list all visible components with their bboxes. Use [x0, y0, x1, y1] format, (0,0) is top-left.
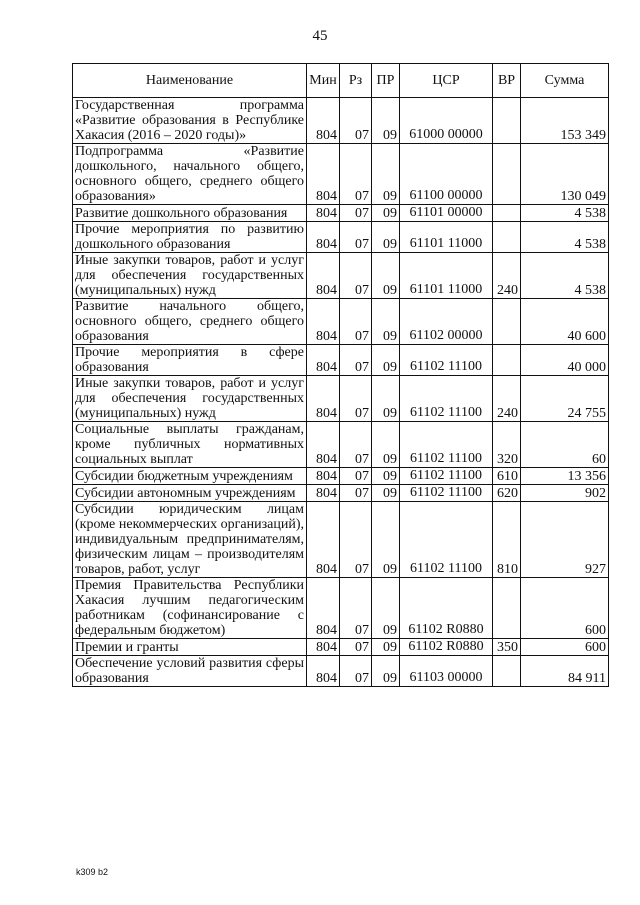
header-vr: ВР [493, 64, 521, 98]
cell-vr [493, 205, 521, 222]
cell-pr: 09 [372, 376, 400, 422]
table-row [73, 144, 609, 205]
table-row [73, 253, 609, 299]
cell-name: Развитие начального общего, основного общего, среднего общего образования [73, 299, 307, 345]
cell-csr: 61102 11100 [400, 376, 493, 422]
cell-min: 804 [307, 485, 340, 502]
cell-vr [493, 578, 521, 639]
cell-sum: 4 538 [521, 205, 609, 222]
page-number: 45 [312, 28, 328, 44]
table-row [73, 422, 609, 468]
cell-min: 804 [307, 299, 340, 345]
cell-name: Социальные выплаты гражданам, кроме публичных нормативных социальных выплат [73, 422, 307, 468]
cell-rz: 07 [340, 299, 372, 345]
cell-sum: 4 538 [521, 253, 609, 299]
cell-min: 804 [307, 578, 340, 639]
table-row [73, 299, 609, 345]
cell-vr [493, 222, 521, 253]
cell-min: 804 [307, 376, 340, 422]
cell-sum: 153 349 [521, 98, 609, 144]
cell-name: Иные закупки товаров, работ и услуг для обеспечения государственных (муниципальных) нужд [73, 253, 307, 299]
table-header-row [73, 64, 609, 98]
cell-csr: 61102 00000 [400, 299, 493, 345]
cell-name: Субсидии автономным учреждениям [73, 485, 307, 502]
cell-csr: 61102 R0880 [400, 639, 493, 656]
header-csr: ЦСР [400, 64, 493, 98]
cell-rz: 07 [340, 222, 372, 253]
cell-min: 804 [307, 468, 340, 485]
cell-csr: 61102 11100 [400, 485, 493, 502]
table-row [73, 222, 609, 253]
cell-name: Премии и гранты [73, 639, 307, 656]
header-name: Наименование [73, 64, 307, 98]
cell-min: 804 [307, 656, 340, 687]
header-pr: ПР [372, 64, 400, 98]
cell-name: Субсидии бюджетным учреждениям [73, 468, 307, 485]
header-rz: Рз [340, 64, 372, 98]
cell-name: Премия Правительства Республики Хакасия лучшим педагогическим работникам (софинансирование с федеральным бюджетом) [73, 578, 307, 639]
cell-rz: 07 [340, 376, 372, 422]
cell-vr [493, 345, 521, 376]
cell-csr: 61101 00000 [400, 205, 493, 222]
cell-pr: 09 [372, 205, 400, 222]
cell-rz: 07 [340, 502, 372, 578]
table-row [73, 656, 609, 687]
cell-pr: 09 [372, 485, 400, 502]
cell-pr: 09 [372, 422, 400, 468]
cell-min: 804 [307, 639, 340, 656]
header-sum: Сумма [521, 64, 609, 98]
cell-csr: 61103 00000 [400, 656, 493, 687]
cell-vr: 610 [493, 468, 521, 485]
cell-sum: 600 [521, 578, 609, 639]
header-min: Мин [307, 64, 340, 98]
cell-csr: 61100 00000 [400, 144, 493, 205]
cell-min: 804 [307, 422, 340, 468]
cell-name: Государственная программа «Развитие образования в Республике Хакасия (2016 – 2020 годы)» [73, 98, 307, 144]
footer-code: k309 b2 [76, 867, 109, 877]
cell-min: 804 [307, 205, 340, 222]
cell-csr: 61101 11000 [400, 222, 493, 253]
cell-csr: 61000 00000 [400, 98, 493, 144]
cell-csr: 61102 11100 [400, 422, 493, 468]
cell-min: 804 [307, 98, 340, 144]
table-row [73, 639, 609, 656]
cell-csr: 61102 11100 [400, 468, 493, 485]
cell-name: Обеспечение условий развития сферы образования [73, 656, 307, 687]
cell-vr [493, 144, 521, 205]
cell-sum: 84 911 [521, 656, 609, 687]
cell-vr: 240 [493, 253, 521, 299]
table-row [73, 376, 609, 422]
cell-name: Развитие дошкольного образования [73, 205, 307, 222]
table-row [73, 345, 609, 376]
cell-sum: 24 755 [521, 376, 609, 422]
cell-rz: 07 [340, 578, 372, 639]
cell-sum: 40 600 [521, 299, 609, 345]
cell-rz: 07 [340, 639, 372, 656]
cell-rz: 07 [340, 485, 372, 502]
cell-name: Прочие мероприятия по развитию дошкольного образования [73, 222, 307, 253]
cell-csr: 61102 11100 [400, 502, 493, 578]
cell-sum: 13 356 [521, 468, 609, 485]
cell-min: 804 [307, 502, 340, 578]
cell-pr: 09 [372, 253, 400, 299]
cell-sum: 902 [521, 485, 609, 502]
cell-pr: 09 [372, 468, 400, 485]
cell-pr: 09 [372, 345, 400, 376]
cell-vr [493, 299, 521, 345]
cell-vr: 320 [493, 422, 521, 468]
cell-pr: 09 [372, 144, 400, 205]
table-row [73, 502, 609, 578]
cell-pr: 09 [372, 299, 400, 345]
cell-min: 804 [307, 345, 340, 376]
table-row [73, 205, 609, 222]
cell-pr: 09 [372, 578, 400, 639]
cell-sum: 40 000 [521, 345, 609, 376]
cell-name: Субсидии юридическим лицам (кроме некоммерческих организаций), индивидуальным предпринимателям, физическим лицам – производителям товаров, работ, услуг [73, 502, 307, 578]
cell-csr: 61101 11000 [400, 253, 493, 299]
budget-table [72, 63, 609, 687]
cell-rz: 07 [340, 656, 372, 687]
cell-min: 804 [307, 253, 340, 299]
cell-vr: 350 [493, 639, 521, 656]
cell-pr: 09 [372, 656, 400, 687]
table-row [73, 468, 609, 485]
cell-vr: 620 [493, 485, 521, 502]
cell-sum: 927 [521, 502, 609, 578]
cell-pr: 09 [372, 222, 400, 253]
cell-vr [493, 98, 521, 144]
cell-vr [493, 656, 521, 687]
cell-rz: 07 [340, 144, 372, 205]
cell-vr: 810 [493, 502, 521, 578]
cell-min: 804 [307, 144, 340, 205]
cell-pr: 09 [372, 639, 400, 656]
cell-min: 804 [307, 222, 340, 253]
table-row [73, 98, 609, 144]
table-row [73, 578, 609, 639]
table-row [73, 485, 609, 502]
cell-pr: 09 [372, 502, 400, 578]
cell-rz: 07 [340, 253, 372, 299]
cell-sum: 4 538 [521, 222, 609, 253]
cell-rz: 07 [340, 98, 372, 144]
cell-csr: 61102 11100 [400, 345, 493, 376]
cell-name: Иные закупки товаров, работ и услуг для обеспечения государственных (муниципальных) нужд [73, 376, 307, 422]
table-body [73, 98, 609, 687]
cell-csr: 61102 R0880 [400, 578, 493, 639]
cell-rz: 07 [340, 422, 372, 468]
cell-vr: 240 [493, 376, 521, 422]
cell-sum: 60 [521, 422, 609, 468]
cell-sum: 600 [521, 639, 609, 656]
cell-sum: 130 049 [521, 144, 609, 205]
cell-rz: 07 [340, 468, 372, 485]
cell-name: Прочие мероприятия в сфере образования [73, 345, 307, 376]
cell-rz: 07 [340, 205, 372, 222]
cell-pr: 09 [372, 98, 400, 144]
cell-rz: 07 [340, 345, 372, 376]
cell-name: Подпрограмма «Развитие дошкольного, начального общего, основного общего, среднего общего образования» [73, 144, 307, 205]
